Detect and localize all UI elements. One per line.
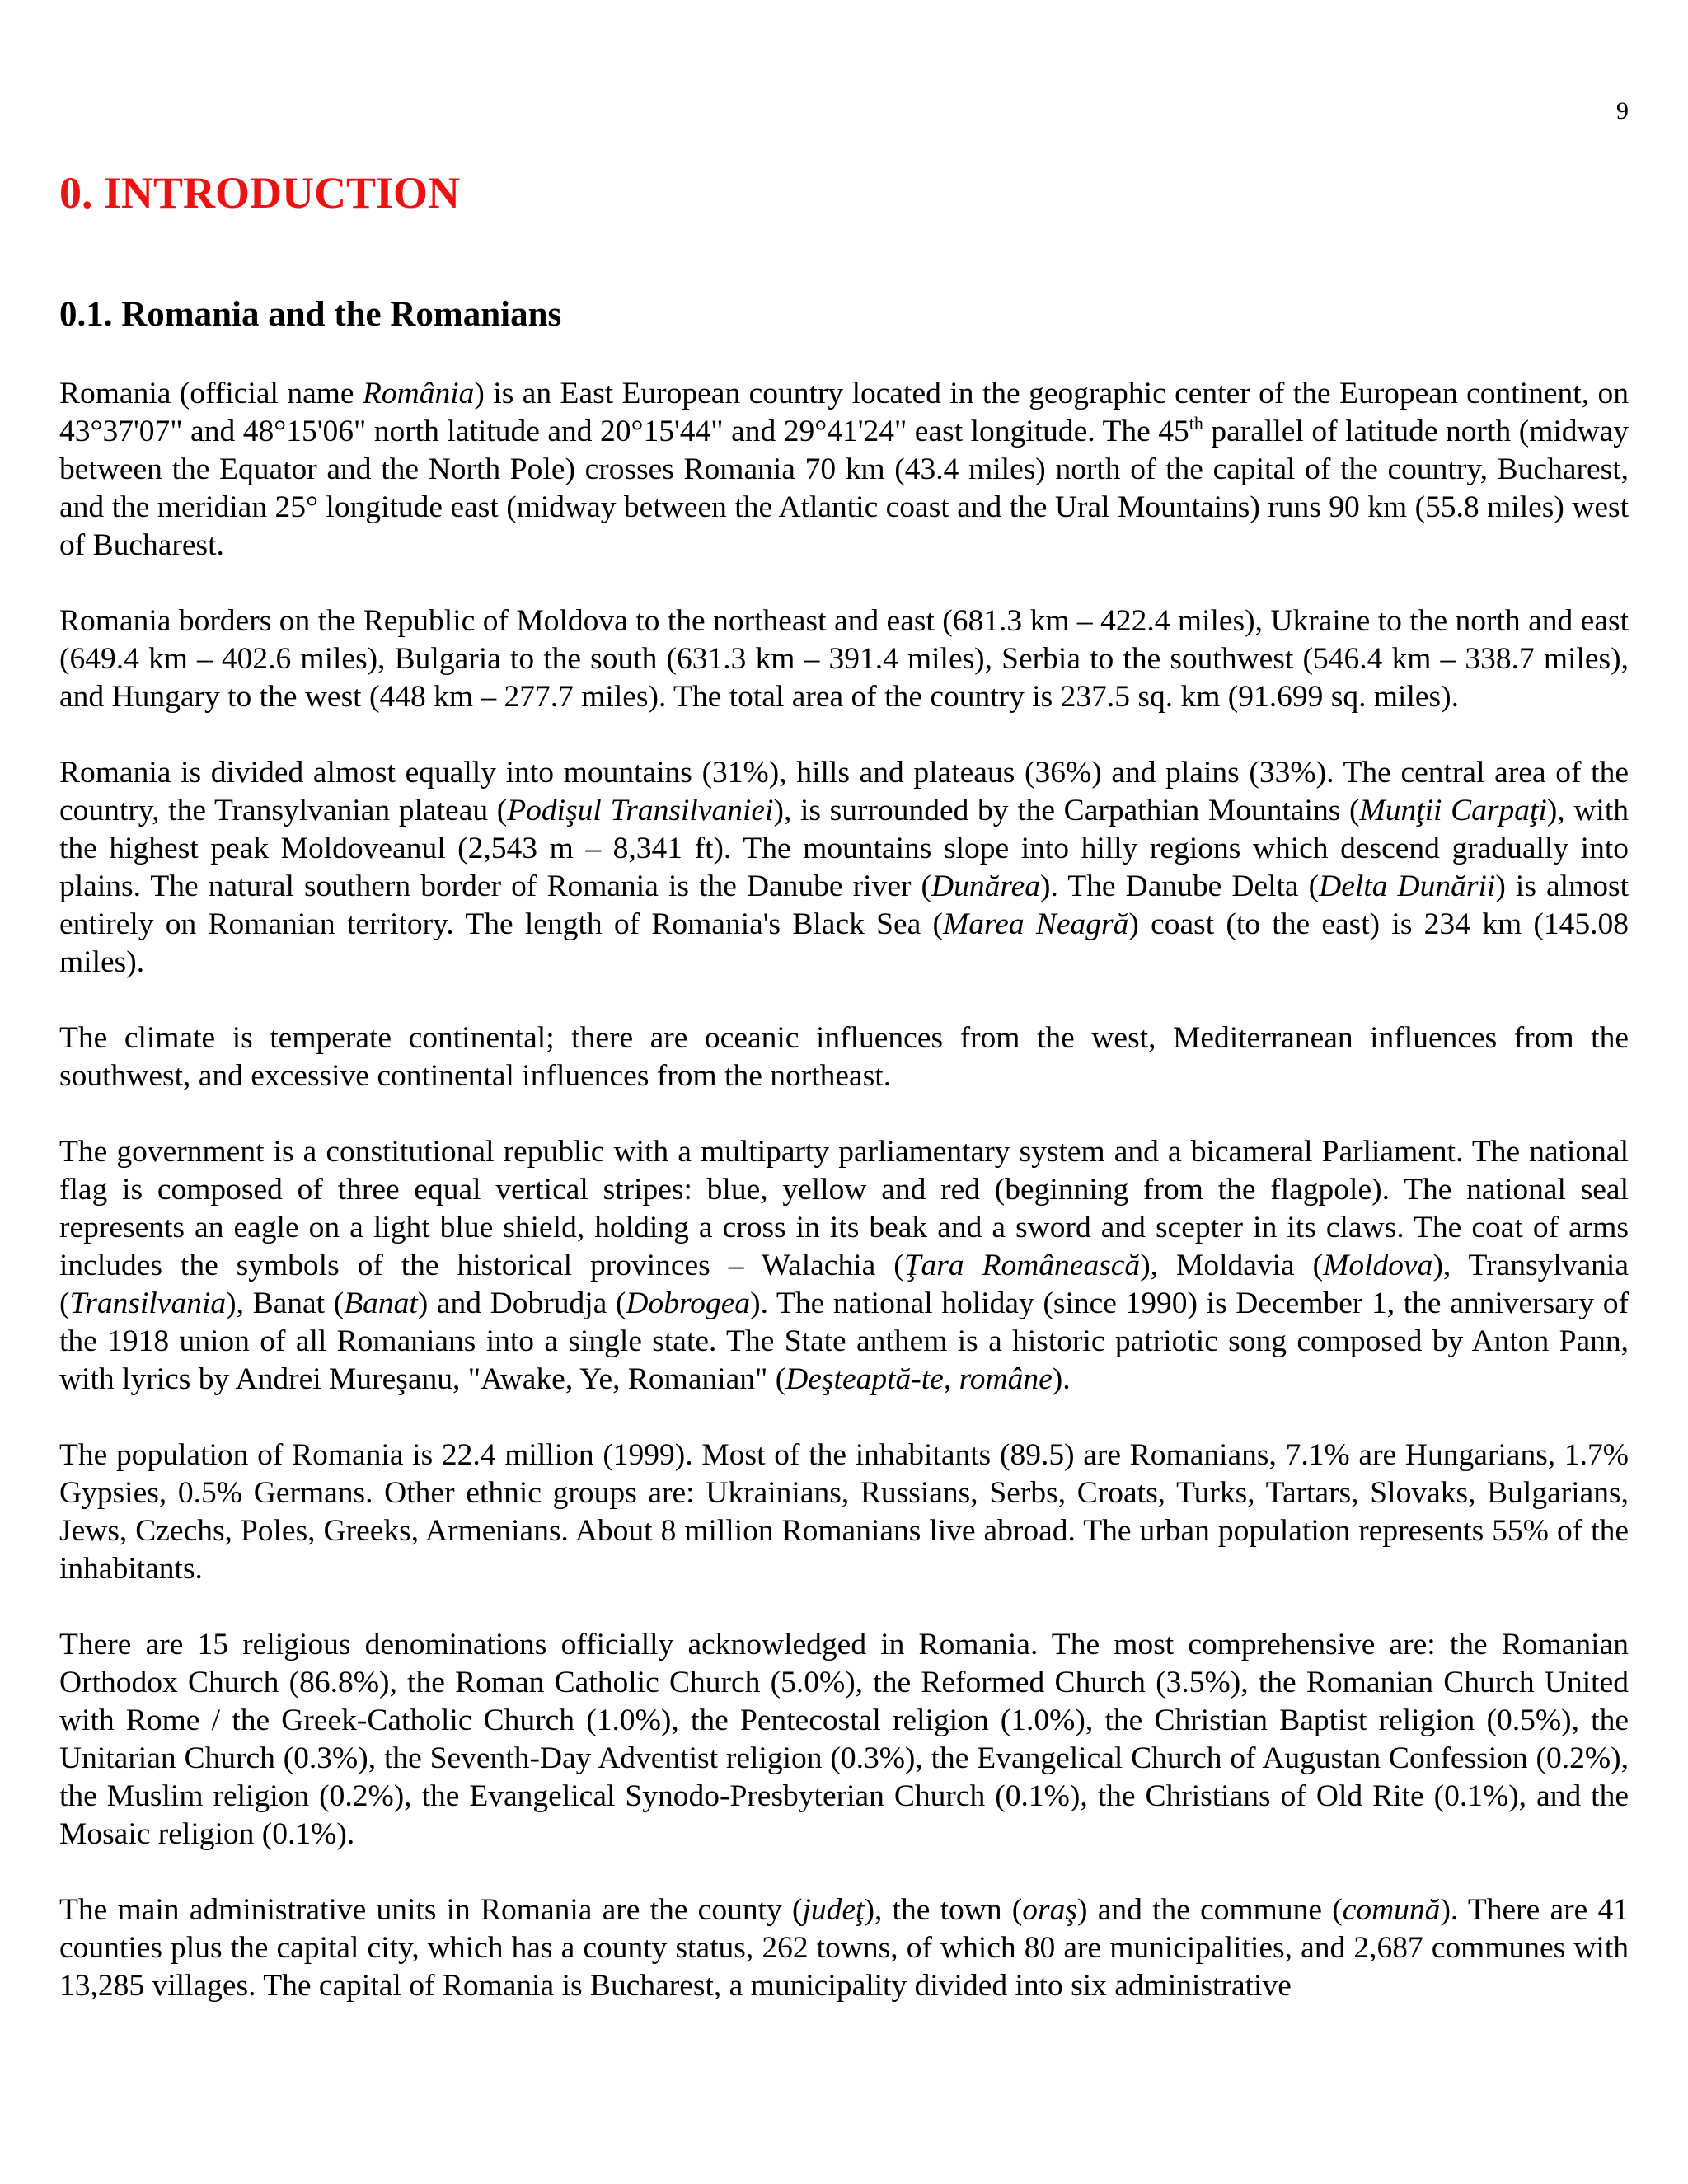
text-run: ), the town (	[864, 1893, 1023, 1927]
paragraph-government	[59, 1133, 1629, 1399]
text-run: ) is an East European country located in the geographic center of the European continent, on 43°37'07" and 48°15'06" north latitude and 20°15'44" and 29°41'24" east longitude. The 45	[59, 377, 1629, 448]
text-run: ). The national holiday (since 1990) is December 1, the anniversary of the 1918 union of all Romanians into a single state. The State anthem is a historic patriotic song composed by Anton Pann, with lyrics by Andrei Mureşanu, "Awake, Ye, Romanian" (	[59, 1286, 1629, 1396]
italic-term: Banat	[344, 1286, 418, 1320]
text-run: ) and the commune (	[1076, 1893, 1343, 1927]
text-run: ), Banat (	[226, 1286, 345, 1320]
text-run: There are 15 religious denominations officially acknowledged in Romania. The most comprehensive are: the Romanian Orthodox Church (86.8%), the Roman Catholic Church (5.0%), the Reformed Church (3.5%), the Romanian Church United with Rome / the Greek-Catholic Church (1.0%), the Pentecostal religion (1.0%), the Christian Baptist religion (0.5%), the Unitarian Church (0.3%), the Seventh-Day Adventist religion (0.3%), the Evangelical Church of Augustan Confession (0.2%), the Muslim religion (0.2%), the Evangelical Synodo-Presbyterian Church (0.1%), the Christians of Old Rite (0.1%), and the Mosaic religion (0.1%).	[59, 1628, 1629, 1851]
text-run: Romania is divided almost equally into mountains (31%), hills and plateaus (36%) and plains (33%). The central area of the country, the Transylvanian plateau (	[59, 756, 1629, 827]
paragraph-climate	[59, 1019, 1629, 1095]
chapter-title: 0. INTRODUCTION	[59, 168, 461, 218]
paragraph-borders	[59, 602, 1629, 716]
paragraph-location	[59, 375, 1629, 565]
italic-term: Dobrogea	[626, 1286, 751, 1320]
italic-term: Moldova	[1323, 1249, 1433, 1282]
text-run: ), is surrounded by the Carpathian Mountains (	[773, 794, 1360, 827]
italic-term: judeţ	[802, 1893, 865, 1927]
text-run: ), Moldavia (	[1140, 1249, 1324, 1282]
italic-term: Delta Dunării	[1319, 869, 1496, 903]
italic-term: Transilvania	[69, 1286, 227, 1320]
text-run: The climate is temperate continental; there are oceanic influences from the west, Mediterranean influences from the southwest, and excessive continental influences from the northeast.	[59, 1021, 1629, 1093]
text-run: ) is almost entirely on Romanian territory. The length of Romania's Black Sea (	[59, 869, 1629, 941]
italic-term: oraş	[1022, 1893, 1077, 1927]
text-run: Romania borders on the Republic of Moldova to the northeast and east (681.3 km – 422.4 miles), Ukraine to the north and east (649.4 km – 402.6 miles), Bulgaria to the south (631.3 km – 391.4 miles), Serbia to the southwest (546.4 km – 338.7 miles), and Hungary to the west (448 km – 277.7 miles). The total area of the country is 237.5 sq. km (91.699 sq. miles).	[59, 604, 1629, 714]
italic-term: Dunărea	[931, 869, 1040, 903]
italic-term: România	[362, 377, 475, 410]
paragraph-population	[59, 1436, 1629, 1588]
text-run: Romania (official name	[59, 377, 363, 410]
text-run: ).	[1052, 1362, 1071, 1396]
body-text	[59, 375, 1629, 2043]
text-run: The main administrative units in Romania are the county (	[59, 1893, 803, 1927]
text-run: ). The Danube Delta (	[1039, 869, 1320, 903]
text-run: The population of Romania is 22.4 million (1999). Most of the inhabitants (89.5) are Romanians, 7.1% are Hungarians, 1.7% Gypsies, 0.5% Germans. Other ethnic groups are: Ukrainians, Russians, Serbs, Croats, Turks, Tartars, Slovaks, Bulgarians, Jews, Czechs, Poles, Greeks, Armenians. About 8 million Romanians live abroad. The urban population represents 55% of the inhabitants.	[59, 1438, 1629, 1586]
paragraph-relief	[59, 754, 1629, 982]
italic-term: Ţara Românească	[903, 1249, 1141, 1282]
text-run: ) and Dobrudja (	[417, 1286, 626, 1320]
paragraph-religion	[59, 1626, 1629, 1854]
italic-term: Deşteaptă-te, române	[785, 1362, 1053, 1396]
italic-term: Podişul Transilvaniei	[507, 794, 774, 827]
page-number: 9	[1616, 97, 1629, 124]
text-run: ), with the highest peak Moldoveanul (2,543 m – 8,341 ft). The mountains slope into hilly regions which descend gradually into plains. The natural southern border of Romania is the Danube river (	[59, 794, 1629, 903]
text-run: The government is a constitutional republic with a multiparty parliamentary system and a bicameral Parliament. The national flag is composed of three equal vertical stripes: blue, yellow and red (beginning from the flagpole). The national seal represents an eagle on a light blue shield, holding a cross in its beak and a sword and scepter in its claws. The coat of arms includes the symbols of the historical provinces – Walachia (	[59, 1135, 1629, 1282]
text-run: ) coast (to the east) is 234 km (145.08 miles).	[59, 907, 1629, 979]
section-title: 0.1. Romania and the Romanians	[59, 295, 562, 334]
italic-term: comună	[1342, 1893, 1441, 1927]
italic-term: Munţii Carpaţi	[1359, 794, 1547, 827]
paragraph-administration	[59, 1891, 1629, 2005]
text-run: parallel of latitude north (midway between the Equator and the North Pole) crosses Romania 70 km (43.4 miles) north of the capital of the country, Bucharest, and the meridian 25° longitude east (midway between the Atlantic coast and the Ural Mountains) runs 90 km (55.8 miles) west of Bucharest.	[59, 415, 1629, 562]
text-run: ), Transylvania (	[59, 1249, 1629, 1320]
superscript: th	[1189, 413, 1203, 434]
text-run: ). There are 41 counties plus the capital city, which has a county status, 262 towns, of which 80 are municipalities, and 2,687 communes with 13,285 villages. The capital of Romania is Bucharest, a municipality divided into six administrative	[59, 1893, 1629, 2003]
italic-term: Marea Neagră	[942, 907, 1129, 941]
